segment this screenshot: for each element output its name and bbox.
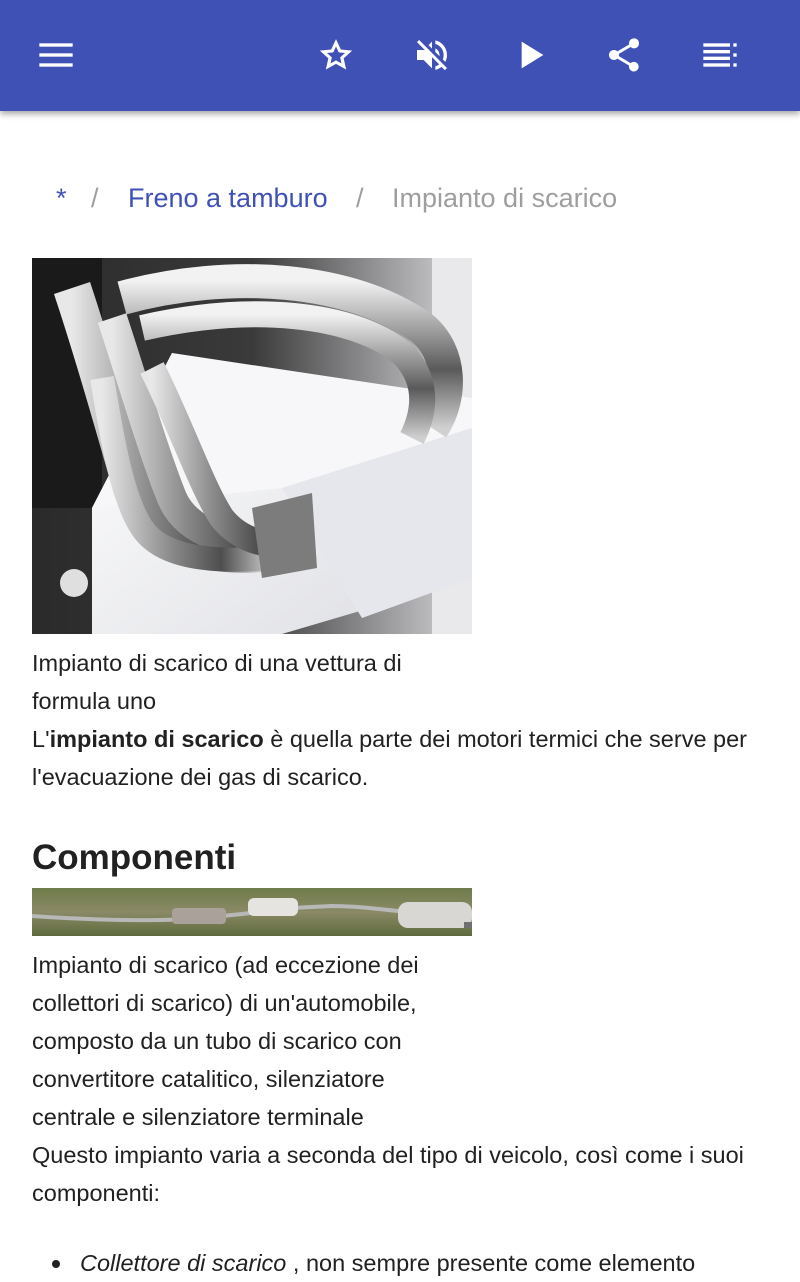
share-button[interactable] (596, 27, 652, 83)
mute-button[interactable] (404, 27, 460, 83)
breadcrumb-home-link[interactable]: * (56, 183, 67, 213)
app-bar (0, 0, 800, 111)
breadcrumb-separator: / (91, 183, 99, 213)
exhaust-system-illustration (32, 888, 472, 936)
menu-icon (36, 35, 76, 75)
figure1-caption: Impianto di scarico di una vettura di formula uno (32, 650, 402, 714)
list-item-link[interactable]: Collettore di scarico (80, 1250, 287, 1276)
exhaust-manifold-illustration (32, 258, 472, 634)
list-item-text: , non sempre presente come elemento (286, 1250, 696, 1276)
exhaust-system-image[interactable] (32, 888, 472, 936)
play-button[interactable] (502, 27, 558, 83)
share-icon (604, 35, 644, 75)
toc-button[interactable] (692, 27, 748, 83)
list-icon (700, 35, 740, 75)
play-icon (510, 35, 550, 75)
section-heading: Componenti (32, 838, 237, 877)
list-item (32, 1244, 772, 1282)
star-outline-icon (316, 35, 356, 75)
section-paragraph: Questo impianto varia a seconda del tipo di veicolo, così come i suoi componenti: (32, 1142, 744, 1206)
intro-rest: è quella parte dei motori termici che serve per l'evacuazione dei gas di scarico. (32, 726, 748, 790)
intro-term: impianto di scarico (49, 726, 264, 752)
exhaust-manifold-image[interactable] (32, 258, 472, 634)
breadcrumb-parent-link[interactable]: Freno a tamburo (128, 183, 328, 213)
favorite-button[interactable] (308, 27, 364, 83)
components-list (32, 1244, 772, 1282)
figure2-caption: Impianto di scarico (ad eccezione dei collettori di scarico) di un'automobile, composto da un tubo di scarico con convertitore catalitico, silenziatore centrale e silenziatore terminale (32, 952, 419, 1130)
intro-paragraph (32, 720, 772, 796)
menu-button[interactable] (28, 27, 84, 83)
intro-prefix: L' (32, 726, 50, 752)
breadcrumb-current: Impianto di scarico (392, 183, 618, 213)
breadcrumb-separator: / (356, 183, 364, 213)
volume-off-icon (412, 35, 452, 75)
